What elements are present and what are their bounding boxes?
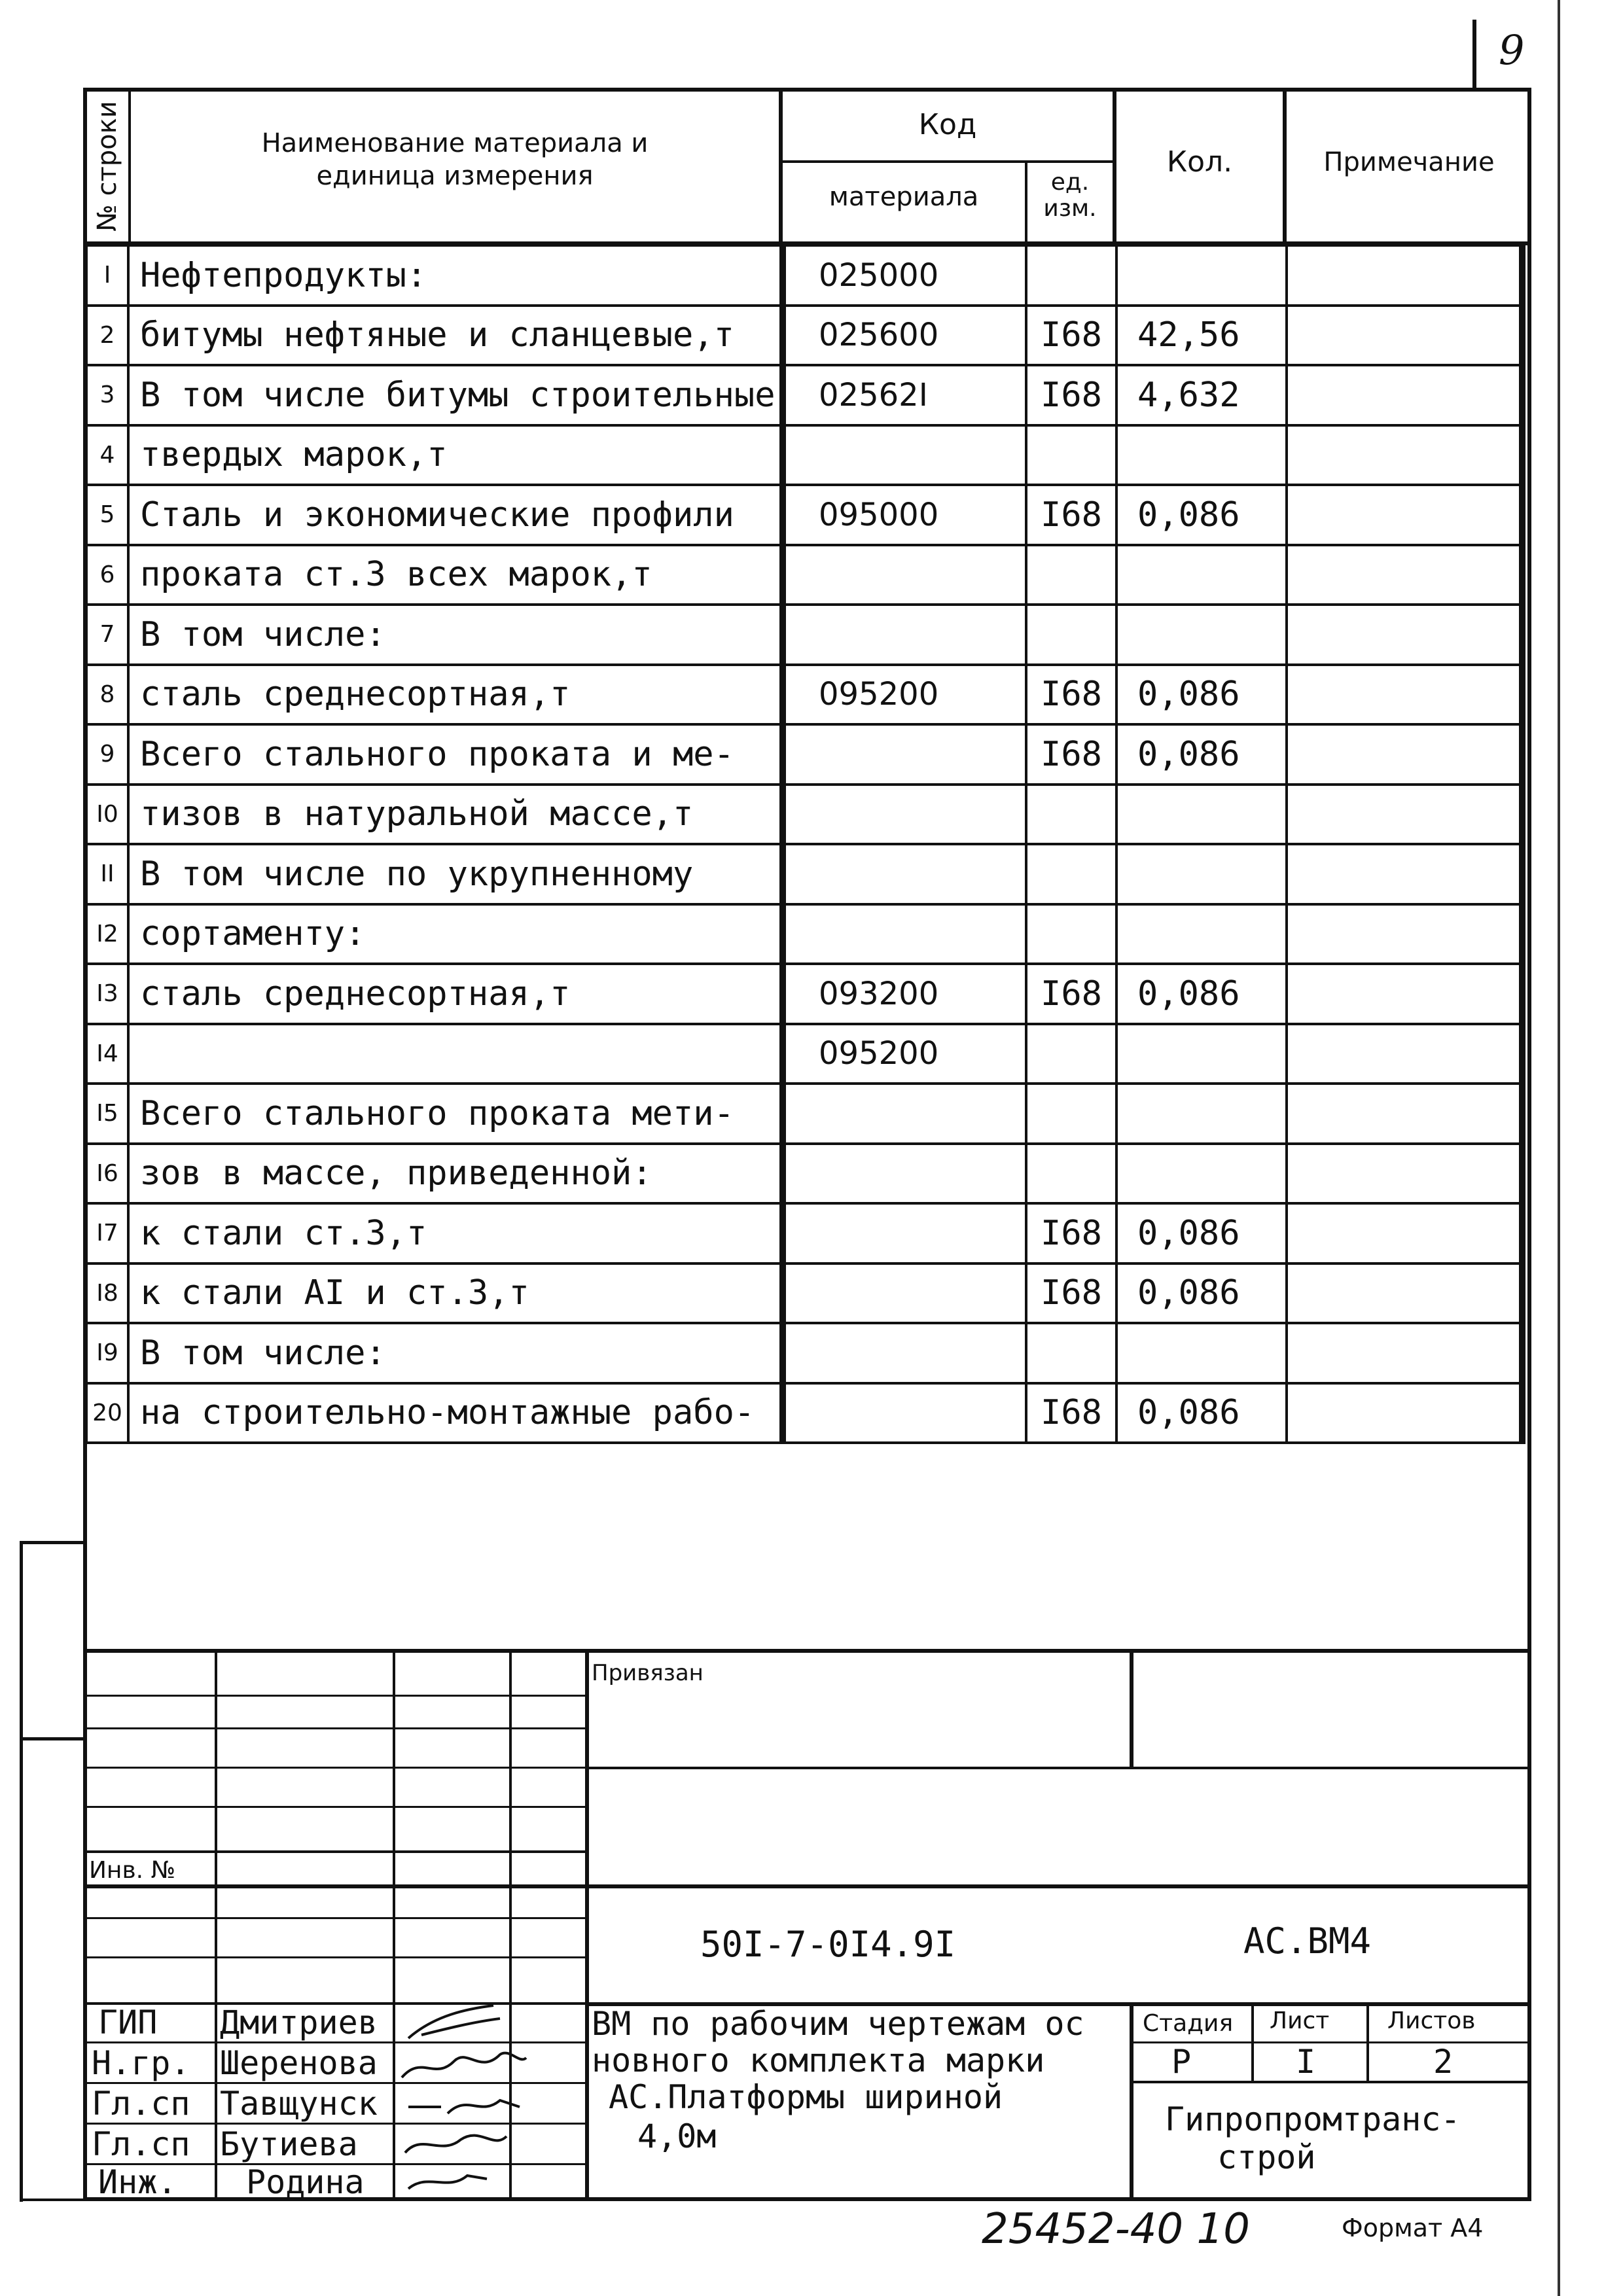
material-name: В том числе по укрупненному bbox=[128, 844, 783, 904]
material-name: зов в массе, приведенной: bbox=[128, 1144, 783, 1204]
name-4: Родина bbox=[246, 2163, 365, 2201]
note bbox=[1287, 665, 1522, 725]
table-row bbox=[86, 1383, 1522, 1443]
row-number: I2 bbox=[86, 904, 128, 964]
note bbox=[1287, 425, 1522, 486]
material-name: сталь среднесортная,т bbox=[128, 665, 783, 725]
unit-code bbox=[1026, 1024, 1116, 1084]
material-code bbox=[783, 1323, 1026, 1383]
row-number: I5 bbox=[86, 1084, 128, 1144]
unit-code bbox=[1026, 545, 1116, 605]
row-number: 5 bbox=[86, 485, 128, 545]
unit-code bbox=[1026, 1323, 1116, 1383]
table-row bbox=[86, 245, 1522, 306]
header-note: Примечание bbox=[1323, 147, 1495, 177]
note bbox=[1287, 904, 1522, 964]
material-code bbox=[783, 1263, 1026, 1324]
quantity bbox=[1116, 245, 1287, 306]
unit-code bbox=[1026, 1144, 1116, 1204]
row-number: I3 bbox=[86, 964, 128, 1024]
material-code bbox=[783, 605, 1026, 665]
table-row bbox=[86, 1323, 1522, 1383]
header-unit-line1: ед. bbox=[1050, 169, 1090, 196]
row-number: 6 bbox=[86, 545, 128, 605]
material-code bbox=[783, 425, 1026, 486]
quantity: 4,632 bbox=[1116, 365, 1287, 425]
note bbox=[1287, 724, 1522, 785]
sheets-label: Листов bbox=[1387, 2007, 1476, 2034]
row-number: I7 bbox=[86, 1203, 128, 1263]
material-code: 095200 bbox=[783, 665, 1026, 725]
table-row bbox=[86, 1144, 1522, 1204]
quantity bbox=[1116, 1084, 1287, 1144]
material-code: 02562I bbox=[783, 365, 1026, 425]
header-row-number: № строки bbox=[92, 101, 123, 232]
unit-code bbox=[1026, 1084, 1116, 1144]
row-number: 20 bbox=[86, 1383, 128, 1443]
material-name: Сталь и экономические профили bbox=[128, 485, 783, 545]
note bbox=[1287, 605, 1522, 665]
note bbox=[1287, 485, 1522, 545]
quantity bbox=[1116, 1144, 1287, 1204]
row-number: 4 bbox=[86, 425, 128, 486]
stage-value: Р bbox=[1171, 2043, 1192, 2081]
material-code: 025000 bbox=[783, 245, 1026, 306]
name-1: Шеренова bbox=[220, 2044, 378, 2082]
row-number: I9 bbox=[86, 1323, 128, 1383]
table-row bbox=[86, 425, 1522, 486]
quantity bbox=[1116, 605, 1287, 665]
header-code-material: материала bbox=[829, 182, 979, 212]
row-number: 2 bbox=[86, 306, 128, 366]
quantity bbox=[1116, 1024, 1287, 1084]
material-name: тизов в натуральной массе,т bbox=[128, 785, 783, 845]
material-name: проката ст.3 всех марок,т bbox=[128, 545, 783, 605]
material-name: Всего стального проката мети- bbox=[128, 1084, 783, 1144]
quantity bbox=[1116, 785, 1287, 845]
material-name: твердых марок,т bbox=[128, 425, 783, 486]
table-row bbox=[86, 1084, 1522, 1144]
row-number: I4 bbox=[86, 1024, 128, 1084]
quantity: 0,086 bbox=[1116, 485, 1287, 545]
material-code: 025600 bbox=[783, 306, 1026, 366]
quantity: 42,56 bbox=[1116, 306, 1287, 366]
description-line1: ВМ по рабочим чертежам ос bbox=[592, 2005, 1084, 2043]
material-name: Нефтепродукты: bbox=[128, 245, 783, 306]
note bbox=[1287, 1323, 1522, 1383]
material-code bbox=[783, 1084, 1026, 1144]
note bbox=[1287, 1084, 1522, 1144]
quantity bbox=[1116, 904, 1287, 964]
material-name: сталь среднесортная,т bbox=[128, 964, 783, 1024]
material-code bbox=[783, 844, 1026, 904]
unit-code: I68 bbox=[1026, 1263, 1116, 1324]
table-row bbox=[86, 1203, 1522, 1263]
material-code bbox=[783, 724, 1026, 785]
role-2: Гл.сп bbox=[92, 2085, 190, 2123]
material-code bbox=[783, 904, 1026, 964]
table-row bbox=[86, 904, 1522, 964]
quantity: 0,086 bbox=[1116, 1383, 1287, 1443]
header-qty: Кол. bbox=[1166, 145, 1233, 179]
material-code bbox=[783, 1203, 1026, 1263]
header-code: Код bbox=[918, 108, 977, 141]
note bbox=[1287, 1144, 1522, 1204]
signatures bbox=[395, 2002, 585, 2199]
table-row bbox=[86, 964, 1522, 1024]
row-number: I0 bbox=[86, 785, 128, 845]
header-unit-line2: изм. bbox=[1043, 195, 1097, 222]
note bbox=[1287, 964, 1522, 1024]
table-row bbox=[86, 724, 1522, 785]
quantity: 0,086 bbox=[1116, 1203, 1287, 1263]
unit-code bbox=[1026, 785, 1116, 845]
name-3: Бутиева bbox=[220, 2125, 358, 2163]
row-number: 8 bbox=[86, 665, 128, 725]
materials-table bbox=[85, 244, 1525, 1444]
right-margin-line bbox=[1558, 0, 1560, 2296]
description-line2: новного комплекта марки bbox=[592, 2041, 1045, 2079]
row-number: 9 bbox=[86, 724, 128, 785]
quantity bbox=[1116, 545, 1287, 605]
material-name bbox=[128, 1024, 783, 1084]
role-3: Гл.сп bbox=[92, 2125, 190, 2163]
unit-code: I68 bbox=[1026, 306, 1116, 366]
table-row bbox=[86, 605, 1522, 665]
row-number: 7 bbox=[86, 605, 128, 665]
note bbox=[1287, 545, 1522, 605]
unit-code bbox=[1026, 245, 1116, 306]
table-row bbox=[86, 485, 1522, 545]
note bbox=[1287, 365, 1522, 425]
note bbox=[1287, 1024, 1522, 1084]
description-line3: АС.Платформы шириной bbox=[609, 2078, 1003, 2116]
material-name: к стали ст.3,т bbox=[128, 1203, 783, 1263]
header-name-line2: единица измерения bbox=[316, 161, 594, 191]
format-label: Формат А4 bbox=[1342, 2214, 1484, 2242]
material-code bbox=[783, 785, 1026, 845]
row-number: 3 bbox=[86, 365, 128, 425]
unit-code: I68 bbox=[1026, 964, 1116, 1024]
unit-code: I68 bbox=[1026, 724, 1116, 785]
material-code: 093200 bbox=[783, 964, 1026, 1024]
material-code bbox=[783, 545, 1026, 605]
quantity bbox=[1116, 1323, 1287, 1383]
unit-code: I68 bbox=[1026, 1383, 1116, 1443]
archive-number: 25452-40 10 bbox=[982, 2205, 1250, 2253]
material-code: 095000 bbox=[783, 485, 1026, 545]
org-line2: строй bbox=[1217, 2138, 1316, 2176]
inv-label: Инв. № bbox=[89, 1857, 176, 1884]
sheet-value: I bbox=[1296, 2043, 1316, 2081]
table-row bbox=[86, 365, 1522, 425]
org-line1: Гипропромтранс- bbox=[1165, 2100, 1461, 2138]
unit-code bbox=[1026, 904, 1116, 964]
table-row bbox=[86, 844, 1522, 904]
name-0: Дмитриев bbox=[220, 2004, 378, 2041]
table-row bbox=[86, 665, 1522, 725]
quantity bbox=[1116, 844, 1287, 904]
note bbox=[1287, 245, 1522, 306]
material-name: В том числе битумы строительные bbox=[128, 365, 783, 425]
row-number: I bbox=[86, 245, 128, 306]
material-name: В том числе: bbox=[128, 605, 783, 665]
table-row bbox=[86, 545, 1522, 605]
note bbox=[1287, 1203, 1522, 1263]
name-2: Тавщунск bbox=[220, 2085, 378, 2123]
doc-mark: АС.ВМ4 bbox=[1243, 1920, 1372, 1962]
material-name: к стали АI и ст.3,т bbox=[128, 1263, 783, 1324]
note bbox=[1287, 1383, 1522, 1443]
quantity: 0,086 bbox=[1116, 665, 1287, 725]
sheet-label: Лист bbox=[1270, 2007, 1330, 2034]
material-code: 095200 bbox=[783, 1024, 1026, 1084]
role-0: ГИП bbox=[98, 2004, 158, 2041]
material-code bbox=[783, 1144, 1026, 1204]
row-number: I8 bbox=[86, 1263, 128, 1324]
note bbox=[1287, 1263, 1522, 1324]
page-number: 9 bbox=[1499, 26, 1525, 74]
table-row bbox=[86, 1263, 1522, 1324]
note bbox=[1287, 844, 1522, 904]
description-line4: 4,0м bbox=[637, 2117, 717, 2155]
material-name: битумы нефтяные и сланцевые,т bbox=[128, 306, 783, 366]
note bbox=[1287, 785, 1522, 845]
material-name: Всего стального проката и ме- bbox=[128, 724, 783, 785]
quantity: 0,086 bbox=[1116, 1263, 1287, 1324]
material-name: на строительно-монтажные рабо- bbox=[128, 1383, 783, 1443]
table-row bbox=[86, 306, 1522, 366]
table-row bbox=[86, 785, 1522, 845]
material-name: В том числе: bbox=[128, 1323, 783, 1383]
row-number: II bbox=[86, 844, 128, 904]
role-4: Инж. bbox=[98, 2163, 177, 2201]
doc-code: 50I-7-0I4.9I bbox=[700, 1924, 956, 1965]
quantity bbox=[1116, 425, 1287, 486]
unit-code bbox=[1026, 605, 1116, 665]
unit-code bbox=[1026, 425, 1116, 486]
table-row bbox=[86, 1024, 1522, 1084]
role-1: Н.гр. bbox=[92, 2044, 190, 2082]
header-name-line1: Наименование материала и bbox=[261, 128, 649, 158]
unit-code: I68 bbox=[1026, 1203, 1116, 1263]
note bbox=[1287, 306, 1522, 366]
unit-code: I68 bbox=[1026, 365, 1116, 425]
bound-label: Привязан bbox=[592, 1660, 704, 1686]
quantity: 0,086 bbox=[1116, 964, 1287, 1024]
unit-code: I68 bbox=[1026, 665, 1116, 725]
row-number: I6 bbox=[86, 1144, 128, 1204]
material-code bbox=[783, 1383, 1026, 1443]
quantity: 0,086 bbox=[1116, 724, 1287, 785]
unit-code bbox=[1026, 844, 1116, 904]
sheets-value: 2 bbox=[1433, 2043, 1454, 2081]
stage-label: Стадия bbox=[1143, 2010, 1234, 2037]
material-name: сортаменту: bbox=[128, 904, 783, 964]
unit-code: I68 bbox=[1026, 485, 1116, 545]
